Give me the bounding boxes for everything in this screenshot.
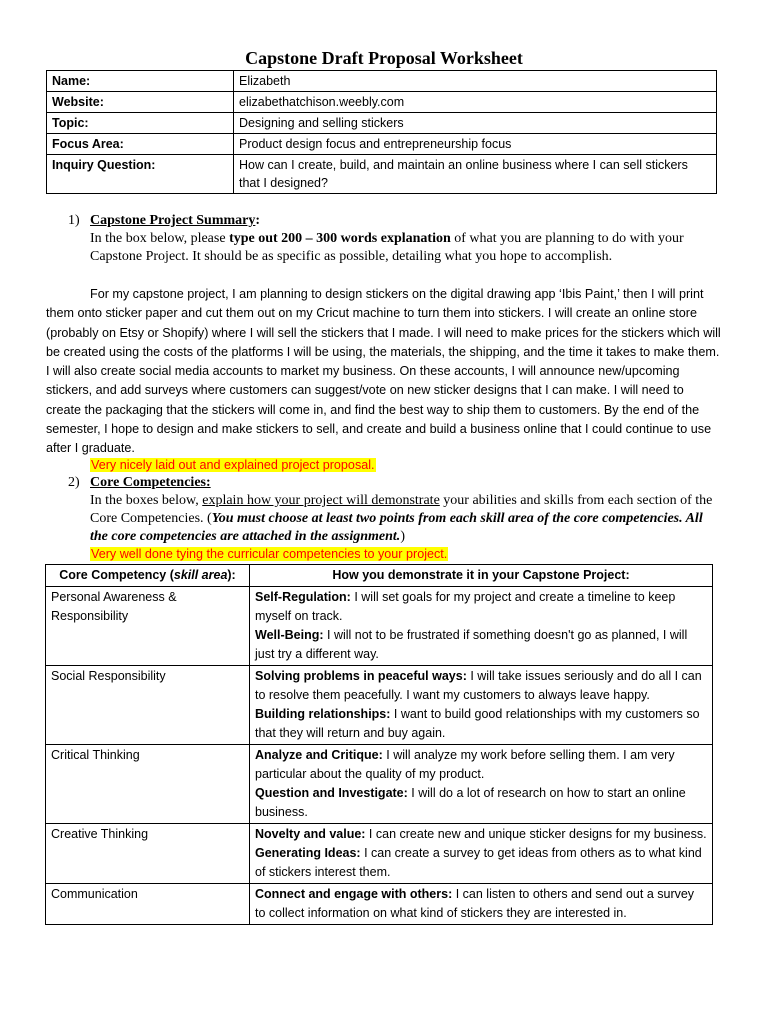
demonstration-cell [250,666,713,745]
table-header-row [46,565,713,587]
info-value: Elizabeth [234,71,717,92]
info-label: Name: [47,71,234,92]
skill-area: Creative Thinking [46,824,250,884]
info-table [46,70,717,194]
info-label: Website: [47,92,234,113]
table-row [46,745,713,824]
info-row-name [47,71,717,92]
info-value: elizabethatchison.weebly.com [234,92,717,113]
skill-area: Personal Awareness & Responsibility [46,587,250,666]
competency-item: Question and Investigate: I will do a lot of research on how to start an online business. [255,786,686,819]
demonstration-cell [250,745,713,824]
info-row-focus-area [47,134,717,155]
competency-item: Well-Being: I will not to be frustrated if something doesn't go as planned, I will just try a different way. [255,628,688,661]
worksheet-page: Capstone Draft Proposal Worksheet Name: Elizabeth Website: elizabethatchison.weebly.com Topic: Designing and selling stickers Focus Area: Product design focus and entrepreneurship focus Inquiry Question: How can I create, build, and maintain an online business where I can sell stickers that I designed? 1) Capstone Project Summary: In the box below, please type out 200 – 300 words explanation of what you are planning to do with your Capstone Project. It should be as specific as possible, detailing what you hope to accomplish. For my capstone project, I am planning to design stickers on the digital drawing app ‘Ibis Paint,’ then I will print them onto sticker paper and cut them out on my Cricut machine to turn them into stickers. I will create an online store (probably on Etsy or Shopify) where I will sell the stickers that I made. I will need to make prices for the stickers which will be created using the costs of the platforms I will be using, the materials, the shipping, and the time it takes to make them. I will also create social media accounts to market my business. On these accounts, I will announce new/upcoming stickers, and add surveys where customers can suggest/vote on new sticker designs that I can make. I will need to create the packaging that the stickers will come in, and find the best way to ship them to customers. By the end of the semester, I hope to design and make stickers to sell, and create and build a business online that I could continue to use after I graduate. Very nicely laid out and explained project proposal. 2) Core Competencies: In the boxes below, explain how your project will demonstrate your abilities and skills from each section of the Core Competencies. (You must choose at least two points from each skill area of the core competencies. All the core competencies are attached in the assignment.) Very well done tying the curricular competencies to your project. Core Competency (skill area): How you demonstrate it in your Capstone Project: Personal Awareness & Responsibility Self-Regulation: I will set goals for my project and create a timeline to keep myself on track. Well-Being: I will not to be frustrated if something doesn't go as planned, I will just try a different way. Social Responsibility Solving problems in peaceful ways: I will take issues seriously and do all I can to resolve them peacefully. I want my customers to always leave happy. Building relationships: I want to build good relationships with my customers so that they will return and buy again. Critical Thinking Analyze and Critique: I will analyze my work before selling them. I am very particular about the quality of my product. Question and Investigate: I will do a lot of research on how to start an online business. Creative Thinking Novelty and value: I can create new and unique sticker designs for my business. Generating Ideas: I can create a survey to get ideas from others as to what kind of stickers interest them. Communication Connect and engage with others: I can listen to others and send out a survey to collect information on what kind of stickers they are interested in. [0,0,768,1024]
section-title: Core Competencies: [90,475,211,490]
column-header-demonstration: How you demonstrate it in your Capstone Project: [250,565,713,587]
project-summary-text: For my capstone project, I am planning to design stickers on the digital drawing app ‘Ibis Paint,’ then I will print them onto sticker paper and cut them out on my Cricut machine to turn them into stickers. I will create an online store (probably on Etsy or Shopify) where I will sell the stickers that I made. I will need to make prices for the stickers which will be created using the costs of the platforms I will be using, the materials, the shipping, and the time it takes to make them. I will also create social media accounts to market my business. On these accounts, I will announce new/upcoming stickers, and add surveys where customers can suggest/vote on new sticker designs that I can make. I will need to create the packaging that the stickers will come in, and find the best way to ship them to customers. By the end of the semester, I hope to design and make stickers to sell, and create and build a business online that I could continue to use after I graduate. [46,287,721,456]
skill-area: Critical Thinking [46,745,250,824]
section-number: 1) [68,213,80,228]
section-number: 2) [68,475,80,490]
competency-item: Connect and engage with others: I can listen to others and send out a survey to collect information on what kind of stickers they are interested in. [255,887,695,920]
info-value: Product design focus and entrepreneurship focus [234,134,717,155]
demonstration-cell [250,824,713,884]
competency-item: Solving problems in peaceful ways: I will take issues seriously and do all I can to resolve them peacefully. I want my customers to always leave happy. [255,669,702,702]
info-row-website [47,92,717,113]
core-competencies-table [45,564,713,925]
section-1-instructions: In the box below, please type out 200 – 300 words explanation of what you are planning to do with your Capstone Project. It should be as specific as possible, detailing what you hope to accomplish. [90,231,684,264]
word-count-requirement: type out 200 – 300 words explanation [229,231,451,246]
section-2-instructions: In the boxes below, explain how your project will demonstrate your abilities and skills from each section of the Core Competencies. (You must choose at least two points from each skill area of the core competencies. All the core competencies are attached in the assignment.) [90,493,713,544]
skill-area: Social Responsibility [46,666,250,745]
skill-area: Communication [46,884,250,925]
section-title: Capstone Project Summary [90,213,256,228]
feedback-comment: Very well done tying the curricular competencies to your project. [91,547,448,561]
table-row [46,884,713,925]
demonstration-cell [250,587,713,666]
info-row-topic [47,113,717,134]
feedback-comment: Very nicely laid out and explained project proposal. [91,458,375,472]
competency-item: Novelty and value: I can create new and unique sticker designs for my business. [255,827,707,841]
table-row [46,824,713,884]
info-label: Inquiry Question: [47,155,234,194]
table-row [46,666,713,745]
competency-item: Analyze and Critique: I will analyze my work before selling them. I am very particular about the quality of my product. [255,748,675,781]
competency-item: Generating Ideas: I can create a survey to get ideas from others as to what kind of stickers interest them. [255,846,702,879]
info-label: Focus Area: [47,134,234,155]
page-title: Capstone Draft Proposal Worksheet [245,48,523,68]
info-row-inquiry-question [47,155,717,194]
column-header-skill-area: Core Competency (skill area): [46,565,250,587]
demonstration-cell [250,884,713,925]
competency-item: Building relationships: I want to build good relationships with my customers so that they will return and buy again. [255,707,700,740]
competency-item: Self-Regulation: I will set goals for my project and create a timeline to keep myself on track. [255,590,676,623]
table-row [46,587,713,666]
info-value: Designing and selling stickers [234,113,717,134]
info-value: How can I create, build, and maintain an online business where I can sell stickers that I designed? [234,155,717,194]
info-label: Topic: [47,113,234,134]
